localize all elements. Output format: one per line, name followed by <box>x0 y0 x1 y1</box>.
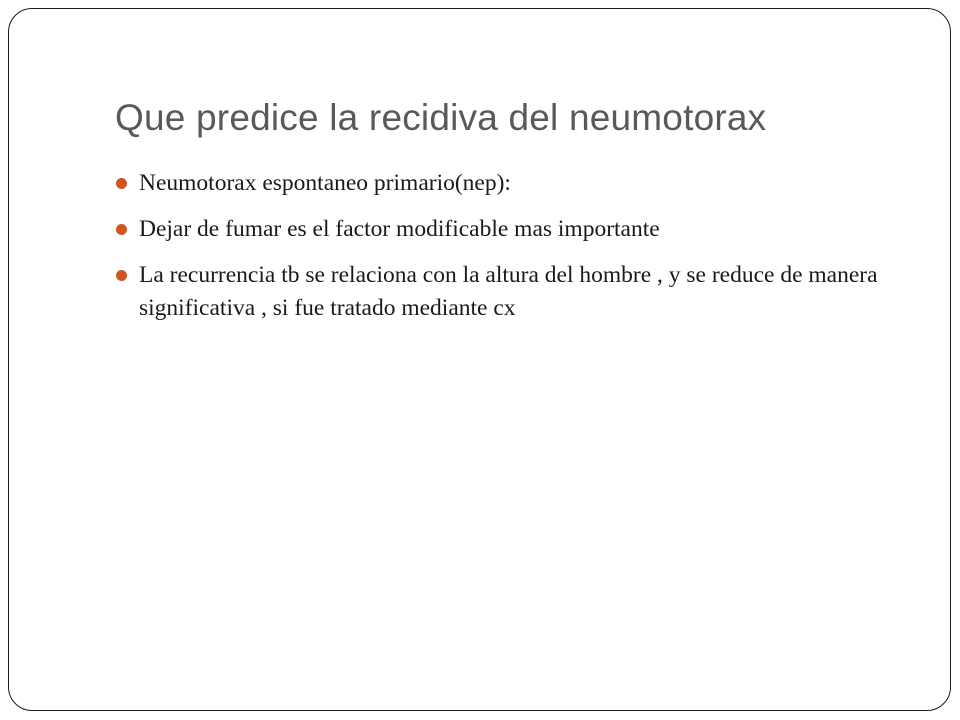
slide-frame <box>8 8 951 711</box>
list-item <box>115 167 915 200</box>
bullet-point-icon <box>116 178 127 189</box>
bullet-point-icon <box>116 224 127 235</box>
bullet-point-icon <box>116 270 127 281</box>
list-item <box>115 259 915 325</box>
bullet-text: Dejar de fumar es el factor modificable mas importante <box>139 216 660 242</box>
bullet-list <box>115 167 915 338</box>
bullet-text: La recurrencia tb se relaciona con la altura del hombre , y se reduce de manera significativa , si fue tratado mediante cx <box>139 262 878 321</box>
list-item <box>115 213 915 246</box>
slide-title: Que predice la recidiva del neumotorax <box>115 97 767 138</box>
bullet-text: Neumotorax espontaneo primario(nep): <box>139 170 511 196</box>
